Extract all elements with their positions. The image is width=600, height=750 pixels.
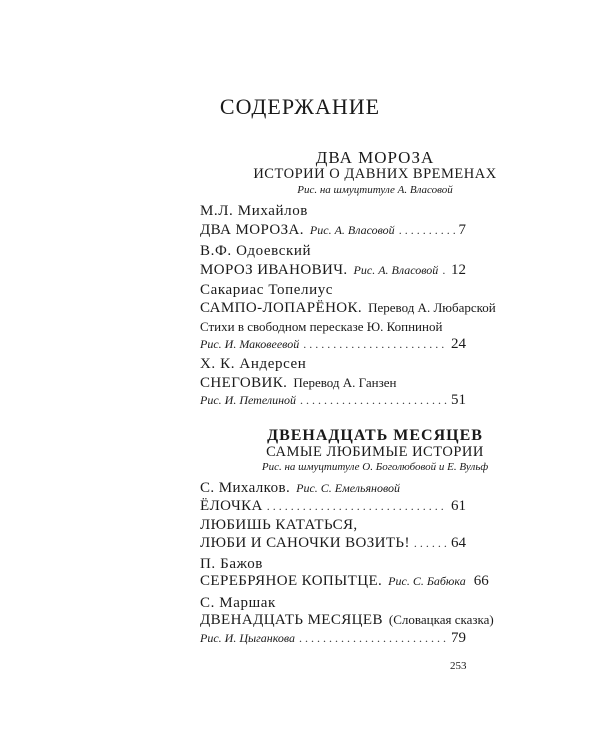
entry-credit: Рис. И. Петелиной — [200, 393, 297, 407]
leader-dots — [399, 223, 455, 238]
leader-dots — [442, 263, 447, 278]
entry-credit: Рис. И. Маковеевой — [200, 337, 300, 351]
toc-entry[interactable] — [200, 573, 489, 590]
entry-title: МОРОЗ ИВАНОВИЧ. — [200, 262, 348, 278]
entry-title: СНЕГОВИК. — [200, 375, 288, 391]
entry-credit: Рис. А. Власовой — [353, 263, 439, 277]
section2-title: ДВЕНАДЦАТЬ МЕСЯЦЕВ — [267, 427, 483, 444]
entry-author: М.Л. Михайлов — [200, 203, 308, 219]
entry-page: 7 — [458, 222, 466, 238]
entry-title: ДВЕНАДЦАТЬ МЕСЯЦЕВ — [200, 612, 383, 628]
leader-dots — [299, 631, 447, 646]
leader-dots — [303, 337, 447, 352]
page-number: 253 — [450, 660, 467, 672]
entry-title-line2: ЛЮБИ И САНОЧКИ ВОЗИТЬ! — [200, 535, 410, 551]
entry-credit: Рис. С. Бабюка — [388, 574, 466, 588]
entry-translator: Перевод А. Любарской — [368, 300, 496, 315]
entry-author: Х. К. Андерсен — [200, 356, 307, 372]
entry-note: (Словацкая сказка) — [388, 612, 494, 627]
entry-title: ДВА МОРОЗА. — [200, 222, 304, 238]
leader-dots — [414, 536, 447, 551]
entry-author: Сакариас Топелиус — [200, 282, 334, 298]
toc-entry[interactable] — [200, 336, 466, 353]
entry-credit: Рис. И. Цыганкова — [200, 631, 296, 645]
entry-page: 24 — [451, 336, 466, 352]
entry-author: С. Михалков. — [200, 480, 291, 496]
page-title: СОДЕРЖАНИЕ — [219, 94, 381, 119]
entry-page: 51 — [451, 392, 466, 408]
toc-entry[interactable] — [200, 222, 466, 239]
leader-dots — [300, 393, 447, 408]
entry-page: 12 — [451, 262, 466, 278]
toc-entry-title-line[interactable] — [200, 375, 466, 392]
toc-entry-title-line[interactable] — [200, 612, 494, 629]
section2-credit: Рис. на шмуцтитуле О. Боголюбовой и Е. Вульф — [261, 461, 489, 473]
entry-title: САМПО-ЛОПАРЁНОК. — [200, 300, 363, 316]
entry-page: 61 — [451, 498, 466, 514]
entry-author: С. Маршак — [200, 595, 276, 611]
section1-title: ДВА МОРОЗА — [315, 148, 435, 167]
toc-entry[interactable] — [200, 535, 466, 552]
leader-dots — [267, 499, 447, 514]
toc-entry[interactable] — [200, 498, 466, 515]
entry-translator: Перевод А. Ганзен — [293, 375, 397, 390]
entry-author-line — [200, 480, 466, 497]
entry-page: 64 — [451, 535, 466, 551]
entry-page: 66 — [473, 573, 489, 589]
entry-title-line1: ЛЮБИШЬ КАТАТЬСЯ, — [200, 517, 358, 533]
entry-credit: Рис. С. Емельяновой — [296, 481, 401, 495]
section1-subtitle: ИСТОРИИ О ДАВНИХ ВРЕМЕНАХ — [253, 166, 497, 182]
toc-entry[interactable] — [200, 392, 466, 409]
entry-title: ЁЛОЧКА — [200, 498, 263, 514]
toc-entry-title-line[interactable] — [200, 300, 496, 317]
entry-extra: Стихи в свободном пересказе Ю. Копниной — [200, 319, 443, 334]
entry-author: П. Бажов — [200, 556, 263, 572]
entry-credit: Рис. А. Власовой — [309, 223, 395, 237]
entry-title: СЕРЕБРЯНОЕ КОПЫТЦЕ. — [200, 573, 383, 589]
section1-credit: Рис. на шмуцтитуле А. Власовой — [297, 184, 453, 196]
toc-entry[interactable] — [200, 630, 466, 647]
entry-page: 79 — [451, 630, 466, 646]
entry-author: В.Ф. Одоевский — [200, 243, 312, 259]
section2-subtitle: САМЫЕ ЛЮБИМЫЕ ИСТОРИИ — [266, 444, 484, 460]
toc-entry[interactable] — [200, 262, 466, 279]
